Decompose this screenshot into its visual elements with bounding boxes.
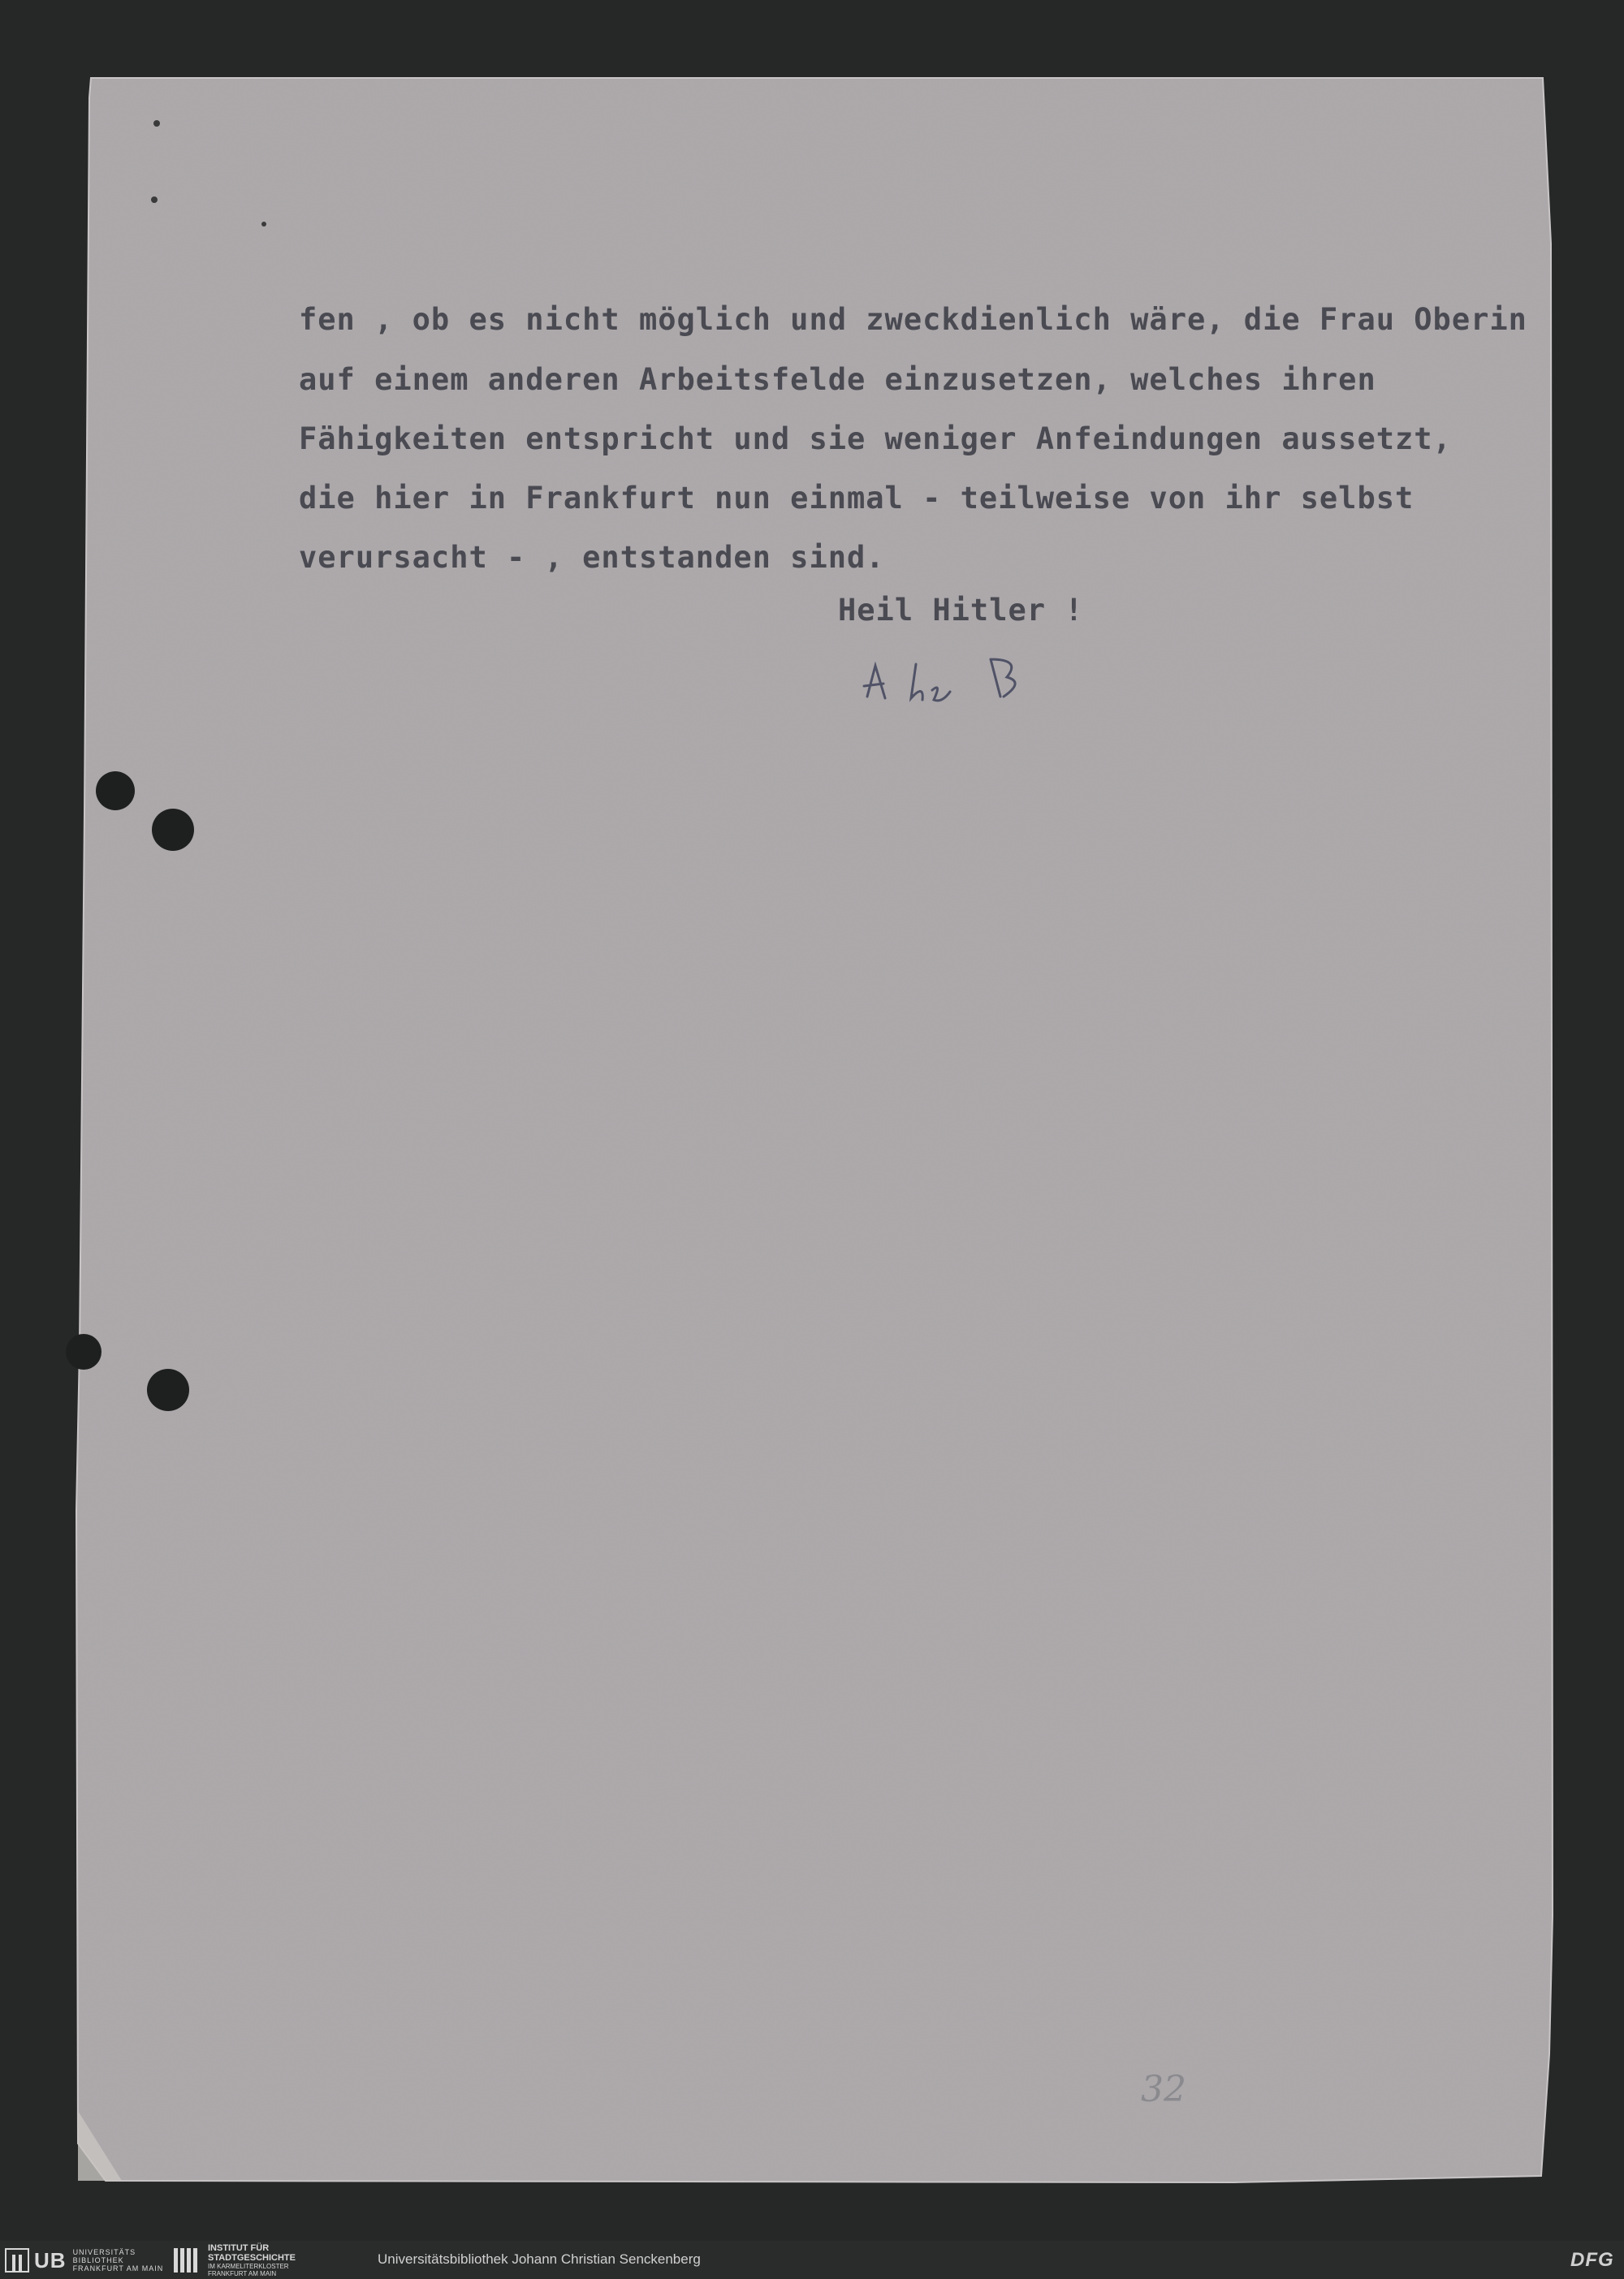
ub-logo-text: UB <box>34 2247 67 2273</box>
isg-line: INSTITUT FÜR <box>208 2243 270 2253</box>
isg-logo-icon <box>174 2248 201 2273</box>
document-line: auf einem anderen Arbeitsfelde einzusetzen, welches ihren <box>299 362 1376 397</box>
isg-line: STADTGESCHICHTE <box>208 2253 296 2263</box>
isg-logo-caption <box>208 2243 296 2277</box>
document-line: verursacht - , entstanden sind. <box>299 540 885 575</box>
punch-hole <box>152 809 194 851</box>
punch-hole <box>96 771 135 810</box>
document-line: die hier in Frankfurt nun einmal - teilweise von ihr selbst <box>299 481 1415 516</box>
ink-speck <box>153 120 160 127</box>
isg-sub-line: IM KARMELITERKLOSTER <box>208 2263 289 2270</box>
ub-logo[interactable] <box>5 2247 163 2273</box>
ub-line: UNIVERSITÄTS <box>72 2248 136 2256</box>
ink-speck <box>151 196 158 203</box>
ub-logo-icon <box>5 2248 29 2273</box>
library-caption: Universitätsbibliothek Johann Christian Senckenberg <box>378 2251 701 2267</box>
isg-sub-line: FRANKFURT AM MAIN <box>208 2270 277 2277</box>
page-number: 32 <box>1141 2069 1186 2110</box>
punch-hole <box>147 1369 189 1411</box>
punch-hole <box>66 1334 102 1370</box>
document-line: fen , ob es nicht möglich und zweckdienlich wäre, die Frau Oberin <box>299 302 1527 337</box>
isg-logo[interactable] <box>174 2243 296 2277</box>
closing-salutation: Heil Hitler ! <box>838 593 1084 628</box>
dfg-logo[interactable]: DFG <box>1570 2249 1614 2271</box>
ink-speck <box>261 222 266 227</box>
ub-line: BIBLIOTHEK <box>72 2256 124 2264</box>
ub-line: FRANKFURT AM MAIN <box>72 2264 164 2273</box>
document-line: Fähigkeiten entspricht und sie weniger Anfeindungen aussetzt, <box>299 421 1452 456</box>
ub-logo-caption <box>73 2248 164 2273</box>
